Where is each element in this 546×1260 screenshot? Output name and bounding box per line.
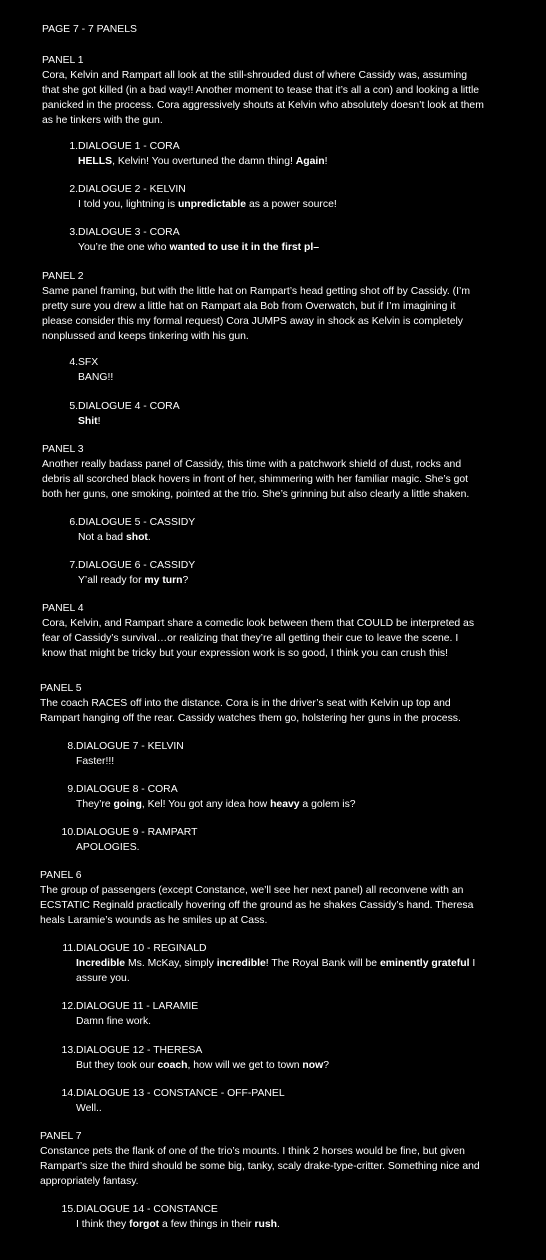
- bold-text: my turn: [144, 575, 183, 586]
- item-heading: DIALOGUE 6 - CASSIDY: [78, 560, 196, 571]
- bold-text: shot: [125, 532, 148, 543]
- item-number: 11.: [62, 943, 76, 954]
- bold-text: going: [113, 799, 142, 810]
- description-line: The coach RACES off into the distance. Cora is in the driver’s seat with Kelvin up top and: [40, 698, 451, 709]
- description-line: appropriately fantasy.: [40, 1176, 139, 1187]
- bold-text: coach: [157, 1060, 188, 1071]
- item-body: [76, 1101, 516, 1116]
- text: ! The Royal Bank will be: [265, 958, 380, 969]
- text: You’re the one who: [78, 242, 170, 253]
- item-line: [78, 414, 518, 429]
- bold-text: Again: [295, 156, 325, 167]
- item-body: [76, 956, 516, 986]
- panel-description: [40, 696, 524, 726]
- panel-heading: PANEL 1: [42, 55, 84, 66]
- item-number: 7.: [69, 560, 78, 571]
- text: , Kelvin! You overtuned the damn thing!: [112, 156, 296, 167]
- item-number: 4.: [69, 357, 78, 368]
- item-body: [76, 1014, 516, 1029]
- text: I: [469, 958, 476, 969]
- panel-description: [42, 68, 526, 128]
- item-body: [76, 1058, 516, 1073]
- description-line: Constance pets the flank of one of the trio’s mounts. I think 2 horses would be fine, but given: [40, 1146, 465, 1157]
- description-line: Another really badass panel of Cassidy, this time with a patchwork shield of dust, rocks and: [42, 459, 462, 470]
- text: Faster!!!: [76, 756, 115, 767]
- bold-text: heavy: [270, 799, 300, 810]
- description-line: nonplussed and keeps tinkering with his gun.: [42, 331, 249, 342]
- panel-heading: PANEL 3: [42, 444, 84, 455]
- text: .: [147, 532, 151, 543]
- panel-description: [42, 457, 526, 502]
- description-line: that she got killed (in a bad way!! Another moment to tease that it’s all a con) and looking a little: [42, 85, 480, 96]
- description-line: know that might be tricky but your expression work is so good, I think you can crush this!: [42, 648, 449, 659]
- text: as a power source!: [246, 199, 337, 210]
- description-line: panicked in the process. Cora aggressively shouts at Kelvin who absolutely doesn’t look at them: [42, 100, 484, 111]
- bold-text: incredible: [216, 958, 266, 969]
- panel-description: [42, 616, 526, 661]
- bold-text: Incredible: [76, 958, 126, 969]
- item-number: 6.: [69, 517, 78, 528]
- item-body: [78, 530, 518, 545]
- panel-description: [42, 284, 526, 344]
- description-line: ECSTATIC Reginald practically hovering off the ground as he shakes Cassidy’s hand. Theresa: [40, 900, 474, 911]
- page-title: PAGE 7 - 7 PANELS: [42, 24, 137, 35]
- item-body: [76, 1217, 516, 1232]
- item-heading: DIALOGUE 5 - CASSIDY: [78, 517, 196, 528]
- panel-heading: PANEL 5: [40, 683, 82, 694]
- text: !: [97, 416, 101, 427]
- item-body: [78, 240, 518, 255]
- description-line: pretty sure you drew a little hat on Rampart ala Bob from Overwatch, but if I’m imagining it: [42, 301, 456, 312]
- item-body: [76, 840, 516, 855]
- item-body: [78, 370, 518, 385]
- item-body: [78, 197, 518, 212]
- item-line: [76, 1058, 516, 1073]
- text: APOLOGIES.: [76, 842, 140, 853]
- item-line: [78, 530, 518, 545]
- text: BANG!!: [78, 372, 114, 383]
- item-body: [76, 797, 516, 812]
- item-number: 10.: [61, 827, 76, 838]
- text: , Kel! You got any idea how: [141, 799, 271, 810]
- item-heading: DIALOGUE 12 - THERESA: [76, 1045, 203, 1056]
- description-line: Rampart’s size the third should be some big, tanky, scaly drake-type-critter. Something nice and: [40, 1161, 480, 1172]
- item-heading: DIALOGUE 11 - LARAMIE: [76, 1001, 199, 1012]
- text: ?: [323, 1060, 329, 1071]
- bold-text: HELLS: [78, 156, 113, 167]
- panel-heading: PANEL 2: [42, 271, 84, 282]
- item-line: [76, 1014, 516, 1029]
- bold-text: wanted to use it in the first pl–: [169, 242, 320, 253]
- item-line: [76, 840, 516, 855]
- item-line: [76, 754, 516, 769]
- item-heading: DIALOGUE 1 - CORA: [78, 141, 180, 152]
- item-body: [76, 754, 516, 769]
- bold-text: rush: [254, 1219, 277, 1230]
- item-heading: DIALOGUE 2 - KELVIN: [78, 184, 186, 195]
- bold-text: forgot: [129, 1219, 160, 1230]
- text: , how will we get to town: [187, 1060, 303, 1071]
- item-heading: DIALOGUE 10 - REGINALD: [76, 943, 207, 954]
- item-line: [78, 197, 518, 212]
- text: I think they: [76, 1219, 130, 1230]
- description-line: Rampart hanging off the rear. Cassidy watches them go, holstering her guns in the process.: [40, 713, 461, 724]
- panel-heading: PANEL 7: [40, 1131, 82, 1142]
- item-number: 9.: [67, 784, 76, 795]
- description-line: debris all scorched black hovers in front of her, shimmering with her familiar magic. She’s got: [42, 474, 469, 485]
- item-line: [78, 240, 518, 255]
- item-heading: DIALOGUE 8 - CORA: [76, 784, 178, 795]
- text: Damn fine work.: [76, 1016, 152, 1027]
- item-heading: DIALOGUE 14 - CONSTANCE: [76, 1204, 218, 1215]
- item-number: 15.: [61, 1204, 76, 1215]
- bold-text: eminently grateful: [379, 958, 470, 969]
- item-number: 12.: [61, 1001, 76, 1012]
- item-body: [78, 414, 518, 429]
- description-line: Cora, Kelvin, and Rampart share a comedic look between them that COULD be interpreted as: [42, 618, 475, 629]
- description-line: both her guns, one smoking, pointed at the trio. She’s grinning but also clearly a little shaken.: [42, 489, 470, 500]
- item-number: 8.: [67, 741, 76, 752]
- item-heading: DIALOGUE 13 - CONSTANCE - OFF-PANEL: [76, 1088, 285, 1099]
- item-heading: DIALOGUE 3 - CORA: [78, 227, 180, 238]
- text: assure you.: [76, 973, 130, 984]
- description-line: as he tinkers with the gun.: [42, 115, 163, 126]
- item-number: 14.: [61, 1088, 76, 1099]
- text: I told you, lightning is: [78, 199, 178, 210]
- item-heading: DIALOGUE 4 - CORA: [78, 401, 180, 412]
- item-line: [76, 1101, 516, 1116]
- item-number: 13.: [61, 1045, 76, 1056]
- text: !: [324, 156, 328, 167]
- text: But they took our: [76, 1060, 158, 1071]
- bold-text: Shit: [78, 416, 98, 427]
- text: a golem is?: [299, 799, 356, 810]
- description-line: heals Laramie’s wounds as he smiles up at Cass.: [40, 915, 268, 926]
- item-line: [76, 956, 516, 971]
- bold-text: now: [302, 1060, 324, 1071]
- text: .: [276, 1219, 280, 1230]
- description-line: Cora, Kelvin and Rampart all look at the still-shrouded dust of where Cassidy was, assuming: [42, 70, 468, 81]
- item-number: 3.: [69, 227, 78, 238]
- item-body: [78, 573, 518, 588]
- item-body: [78, 154, 518, 169]
- panel-heading: PANEL 4: [42, 603, 84, 614]
- description-line: please consider this my formal request) Cora JUMPS away in shock as Kelvin is completely: [42, 316, 463, 327]
- description-line: fear of Cassidy’s survival…or realizing that they’re all getting their cue to leave the scene. I: [42, 633, 459, 644]
- text: Ms. McKay, simply: [125, 958, 217, 969]
- text: ?: [182, 575, 189, 586]
- text: a few things in their: [159, 1219, 255, 1230]
- item-number: 2.: [69, 184, 78, 195]
- text: Not a bad: [78, 532, 126, 543]
- item-number: 5.: [69, 401, 78, 412]
- item-line: [78, 370, 518, 385]
- description-line: The group of passengers (except Constance, we’ll see her next panel) all reconvene with an: [40, 885, 464, 896]
- item-heading: SFX: [78, 357, 99, 368]
- text: Y’all ready for: [78, 575, 145, 586]
- item-number: 1.: [69, 141, 78, 152]
- description-line: Same panel framing, but with the little hat on Rampart’s head getting shot off by Cassidy. (I’m: [42, 286, 470, 297]
- item-line: [78, 573, 518, 588]
- item-line: [76, 971, 516, 986]
- item-line: [76, 1217, 516, 1232]
- bold-text: unpredictable: [177, 199, 247, 210]
- text: Well..: [76, 1103, 102, 1114]
- item-line: [78, 154, 518, 169]
- item-heading: DIALOGUE 9 - RAMPART: [76, 827, 198, 838]
- panel-description: [40, 1144, 524, 1189]
- item-line: [76, 797, 516, 812]
- panel-description: [40, 883, 524, 928]
- text: They’re: [76, 799, 114, 810]
- panel-heading: PANEL 6: [40, 870, 82, 881]
- item-heading: DIALOGUE 7 - KELVIN: [76, 741, 184, 752]
